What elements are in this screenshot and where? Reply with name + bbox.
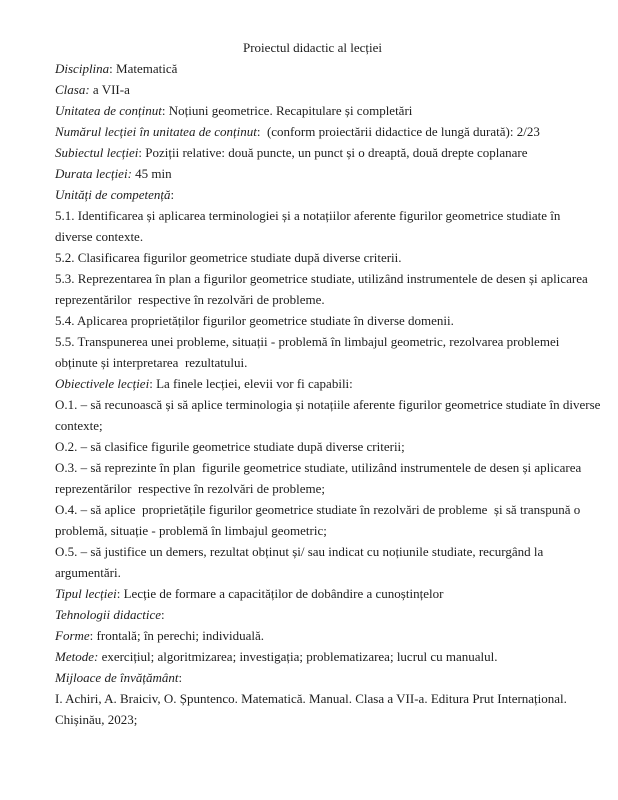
text-line [55, 79, 570, 100]
text-line [55, 163, 570, 184]
document-title [55, 37, 570, 58]
text-line [55, 58, 570, 79]
text-run: : Noțiuni geometrice. Recapitulare și completări [161, 103, 413, 118]
text-line [55, 289, 570, 310]
text-line [55, 625, 570, 646]
text-run: Chișinău, 2023; [55, 712, 138, 727]
text-run: Proiectul didactic al lecției [243, 40, 382, 55]
text-run: I. Achiri, A. Braiciv, O. Șpuntenco. Matematică. Manual. Clasa a VII-a. Editura Prut Internațional. [55, 691, 567, 706]
text-run-italic: Clasa: [55, 82, 90, 97]
text-run: : [161, 607, 165, 622]
text-run-italic: Subiectul lecției [55, 145, 139, 160]
text-run: 45 min [131, 166, 172, 181]
text-line [55, 373, 570, 394]
text-run-italic: Durata lecției: [55, 166, 132, 181]
text-run-italic: Disciplina [55, 61, 110, 76]
text-line [55, 142, 570, 163]
text-line [55, 688, 570, 709]
text-line [55, 436, 570, 457]
text-line [55, 226, 570, 247]
text-line [55, 499, 581, 520]
text-line [55, 457, 582, 478]
text-line [55, 310, 570, 331]
text-run: 5.5. Transpunerea unei probleme, situații - problemă în limbajul geometric, rezolvarea problemei [55, 334, 560, 349]
text-run: 5.1. Identificarea și aplicarea terminologiei și a notațiilor aferente figurilor geometrice studiate în [55, 208, 561, 223]
text-run-italic: Forme [55, 628, 90, 643]
text-run: O.4. – să aplice proprietățile figurilor geometrice studiate în rezolvări de probleme și să transpună o [55, 502, 581, 517]
text-line [55, 352, 570, 373]
text-line [55, 268, 588, 289]
text-run-italic: Unități de competență [55, 187, 171, 202]
text-line [55, 100, 570, 121]
text-run: O.5. – să justifice un demers, rezultat obținut și/ sau indicat cu noțiunile studiate, recurgând la [55, 544, 544, 559]
text-run-italic: Mijloace de învățământ [55, 670, 179, 685]
text-run-italic: Tehnologii didactice [55, 607, 162, 622]
text-run: 5.2. Clasificarea figurilor geometrice studiate după diverse criterii. [55, 250, 402, 265]
text-run: problemă, situație - problemă în limbajul geometric; [55, 523, 327, 538]
text-run: : [170, 187, 175, 202]
text-line [55, 415, 570, 436]
text-run-italic: Unitatea de conținut [55, 103, 162, 118]
text-line [55, 184, 570, 205]
text-run: O.1. – să recunoască și să aplice terminologia și notațiile aferente figurilor geometrice studiate în diverse [55, 397, 601, 412]
text-line [55, 541, 570, 562]
text-run-italic: Tipul lecției [55, 586, 117, 601]
text-run-italic: Metode: [55, 649, 99, 664]
text-run: obținute și interpretarea rezultatului. [55, 355, 248, 370]
text-run: reprezentărilor respective în rezolvări de probleme. [55, 292, 325, 307]
text-line [55, 562, 570, 583]
text-line [55, 667, 570, 688]
text-line [55, 520, 570, 541]
text-run: : [178, 670, 183, 685]
text-run: diverse contexte. [55, 229, 144, 244]
text-run-italic: Obiectivele lecției [55, 376, 150, 391]
text-run: 5.4. Aplicarea proprietăților figurilor geometrice studiate în diverse domenii. [55, 313, 454, 328]
text-run: exercițiul; algoritmizarea; investigația; problematizarea; lucrul cu manualul. [98, 649, 498, 664]
text-line [55, 121, 570, 142]
text-run: reprezentărilor respective în rezolvări de probleme; [55, 481, 325, 496]
text-line [55, 205, 570, 226]
text-run: a VII-a [89, 82, 130, 97]
text-line [55, 331, 570, 352]
text-run: 5.3. Reprezentarea în plan a figurilor geometrice studiate, utilizând instrumentele de desen și aplicarea [55, 271, 588, 286]
text-line [55, 394, 601, 415]
text-run: argumentări. [55, 565, 121, 580]
text-line [55, 709, 570, 730]
text-line [55, 646, 570, 667]
text-line [55, 478, 570, 499]
document-body [55, 37, 601, 730]
text-run: : La finele lecției, elevii vor fi capabili: [149, 376, 353, 391]
text-line [55, 247, 570, 268]
text-run: : frontală; în perechi; individuală. [89, 628, 265, 643]
text-run: contexte; [55, 418, 103, 433]
text-line [55, 583, 570, 604]
text-line [55, 604, 570, 625]
text-run: : Poziții relative: două puncte, un punct și o dreaptă, două drepte coplanare [138, 145, 528, 160]
text-run: O.2. – să clasifice figurile geometrice studiate după diverse criterii; [55, 439, 405, 454]
text-run: O.3. – să reprezinte în plan figurile geometrice studiate, utilizând instrumentele de desen și aplicarea [55, 460, 582, 475]
text-run: : Matematică [109, 61, 178, 76]
text-run: : Lecție de formare a capacităților de dobândire a cunoștințelor [116, 586, 444, 601]
text-run: : (conform proiectării didactice de lungă durată): 2/23 [256, 124, 540, 139]
text-run-italic: Numărul lecției în unitatea de conținut [55, 124, 257, 139]
